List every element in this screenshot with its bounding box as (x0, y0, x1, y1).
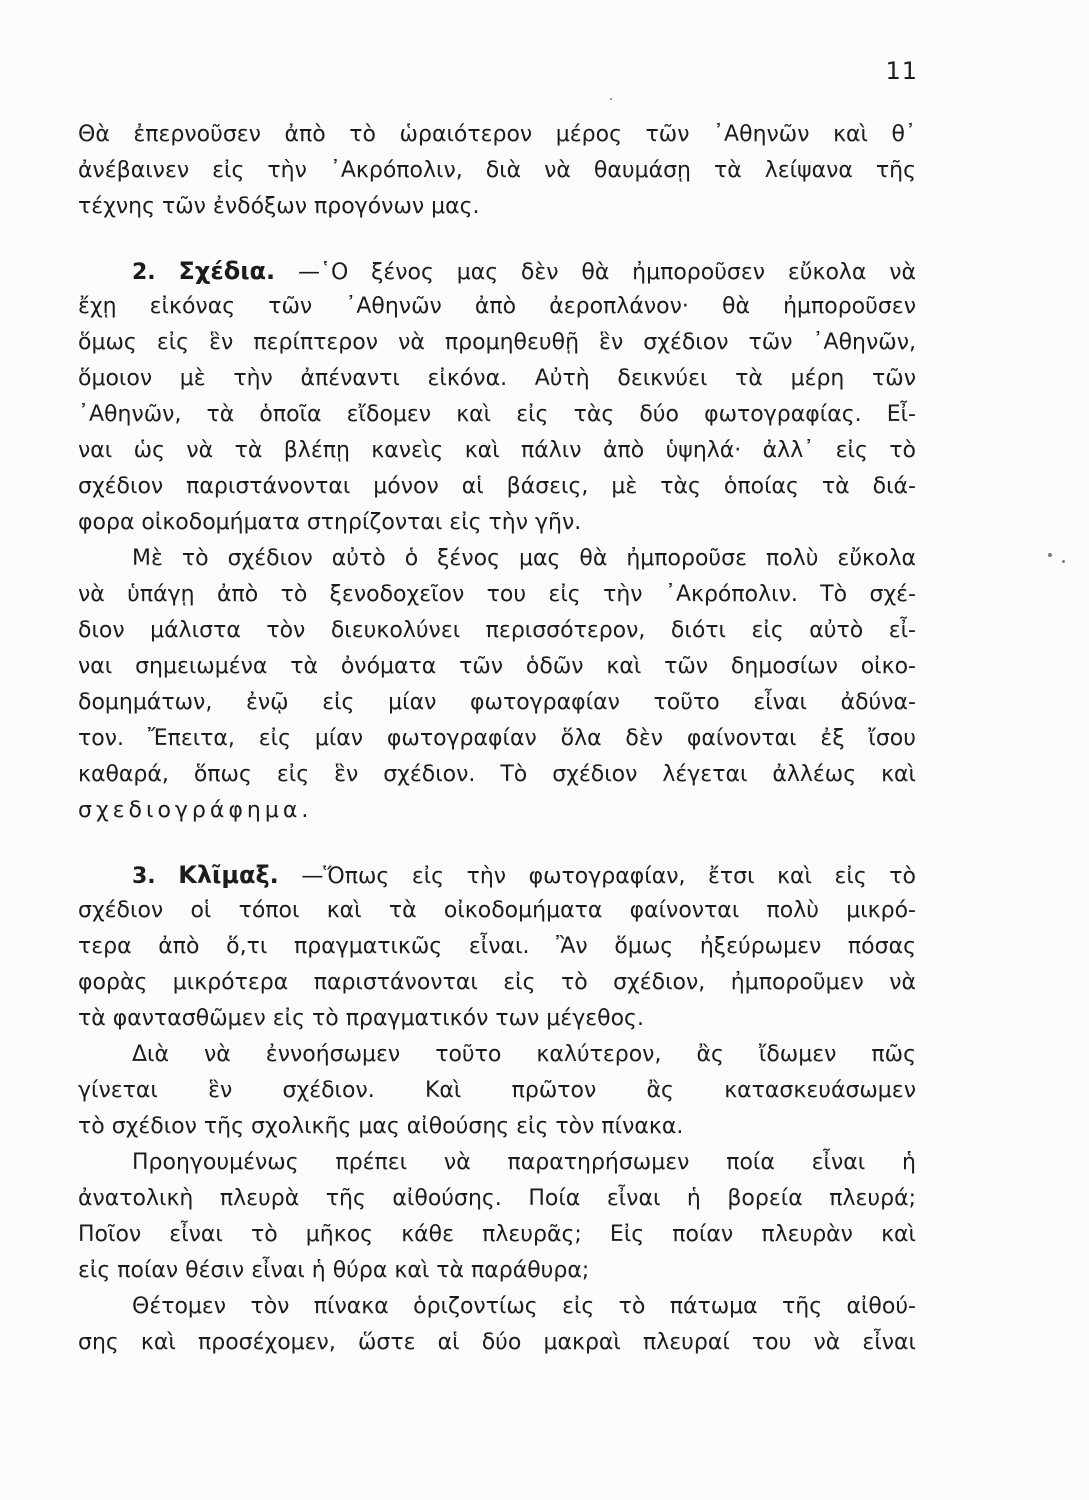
spaced-phrase: γίνεται ἓν σχέδιον. (78, 1078, 375, 1103)
text-line (132, 1037, 916, 1073)
text-line: ἔχῃ εἰκόνας τῶν ᾿Αθηνῶν ἀπὸ ἀεροπλάνον· θὰ ἠμποροῦσεν (78, 294, 916, 319)
paper-speck (1062, 560, 1065, 563)
text-line: τερα ἀπὸ ὅ,τι πραγματικῶς εἶναι. Ἂν ὅμως ἠξεύρωμεν πόσας (78, 934, 916, 959)
text-line: Θὰ ἐπερνοῦσεν ἀπὸ τὸ ὡραιότερον μέρος τῶν ᾿Αθηνῶν καὶ θ᾿ (78, 122, 916, 147)
text-line: φορα οἰκοδομήματα στηρίζονται εἰς τὴν γῆν. (78, 510, 582, 535)
text-line: καθαρά, ὅπως εἰς ἓν σχέδιον. Τὸ σχέδιον λέγεται ἀλλέως καὶ (78, 762, 916, 787)
section-title: Σχέδια. (178, 257, 276, 285)
text-line: ναι σημειωμένα τὰ ὀνόματα τῶν ὁδῶν καὶ τῶν δημοσίων οἰκο- (78, 654, 916, 679)
text-line: τὸ σχέδιον τῆς σχολικῆς μας αἰθούσης εἰς τὸν πίνακα. (78, 1114, 684, 1139)
text-line: διον μάλιστα τὸν διευκολύνει περισσότερον, διότι εἰς αὐτὸ εἶ- (78, 618, 916, 643)
text-line: τον. Ἔπειτα, εἰς μίαν φωτογραφίαν ὅλα δὲν φαίνονται ἐξ ἴσου (78, 726, 916, 751)
section-lead-text: —῾Ο ξένος μας δὲν θὰ ἠμποροῦσεν εὔκολα νὰ (297, 260, 917, 285)
section-heading-3 (132, 857, 916, 893)
text-line: σης καὶ προσέχομεν, ὥστε αἱ δύο μακραὶ πλευραί του νὰ εἶναι (78, 1330, 916, 1355)
text-line: Ποῖον εἶναι τὸ μῆκος κάθε πλευρᾶς; Εἰς ποίαν πλευρὰν καὶ (78, 1222, 916, 1247)
section-lead-text: —Ὅπως εἰς τὴν φωτογραφίαν, ἔτσι καὶ εἰς τὸ (301, 864, 916, 889)
text-line: ὅμως εἰς ἓν περίπτερον νὰ προμηθευθῇ ἓν σχέδιον τῶν ᾿Αθηνῶν, (78, 330, 916, 355)
text-line: φορὰς μικρότερα παριστάνονται εἰς τὸ σχέδιον, ἠμποροῦμεν νὰ (78, 970, 916, 995)
text-segment: Καὶ πρῶτον ἂς κατασκευάσωμεν (425, 1078, 916, 1103)
paper-speck (1048, 553, 1052, 557)
text-line: σχέδιον παριστάνονται μόνον αἱ βάσεις, μὲ τὰς ὁποίας τὰ διά- (78, 474, 916, 499)
text-line (78, 1073, 916, 1109)
text-line: νὰ ὑπάγῃ ἀπὸ τὸ ξενοδοχεῖον του εἰς τὴν ᾿Ακρόπολιν. Τὸ σχέ- (78, 582, 916, 607)
text-line: εἰς ποίαν θέσιν εἶναι ἡ θύρα καὶ τὰ παράθυρα; (78, 1258, 590, 1283)
text-line: τέχνης τῶν ἐνδόξων προγόνων μας. (78, 194, 480, 219)
section-number: 2. (132, 260, 156, 285)
page-number: 11 (885, 57, 918, 85)
text-segment: Διὰ νὰ ἐννοήσωμεν τοῦτο καλύτερον, ἂς ἴδωμεν (132, 1042, 837, 1067)
text-line: Μὲ τὸ σχέδιον αὐτὸ ὁ ξένος μας θὰ ἠμποροῦσε πολὺ εὔκολα (132, 546, 916, 571)
text-line: ᾿Αθηνῶν, τὰ ὁποῖα εἴδομεν καὶ εἰς τὰς δύο φωτογραφίας. Εἶ- (78, 402, 916, 427)
text-line: Θέτομεν τὸν πίνακα ὁριζοντίως εἰς τὸ πάτωμα τῆς αἰθού- (132, 1294, 916, 1319)
text-line: τὰ φαντασθῶμεν εἰς τὸ πραγματικόν των μέγεθος. (78, 1006, 644, 1031)
text-line: ἀνατολικὴ πλευρὰ τῆς αἰθούσης. Ποία εἶναι ἡ βορεία πλευρά; (78, 1186, 916, 1211)
text-line: σχεδιογράφημα. (78, 798, 313, 823)
section-title: Κλῖμαξ. (178, 861, 279, 889)
text-line: σχέδιον οἱ τόποι καὶ τὰ οἰκοδομήματα φαίνονται πολὺ μικρό- (78, 898, 916, 923)
text-line: ὅμοιον μὲ τὴν ἀπέναντι εἰκόνα. Αὐτὴ δεικνύει τὰ μέρη τῶν (78, 366, 916, 391)
spaced-word: πῶς (871, 1042, 916, 1067)
text-line: δομημάτων, ἐνῷ εἰς μίαν φωτογραφίαν τοῦτο εἶναι ἀδύνα- (78, 690, 916, 715)
text-line: ναι ὡς νὰ τὰ βλέπῃ κανεὶς καὶ πάλιν ἀπὸ ὑψηλά· ἀλλ᾿ εἰς τὸ (78, 438, 916, 463)
paper-speck (610, 98, 612, 100)
section-number: 3. (132, 864, 156, 889)
text-line: ἀνέβαινεν εἰς τὴν ᾿Ακρόπολιν, διὰ νὰ θαυμάσῃ τὰ λείψανα τῆς (78, 158, 916, 183)
text-line: Προηγουμένως πρέπει νὰ παρατηρήσωμεν ποία εἶναι ἡ (132, 1150, 916, 1175)
section-heading-2 (132, 253, 916, 289)
